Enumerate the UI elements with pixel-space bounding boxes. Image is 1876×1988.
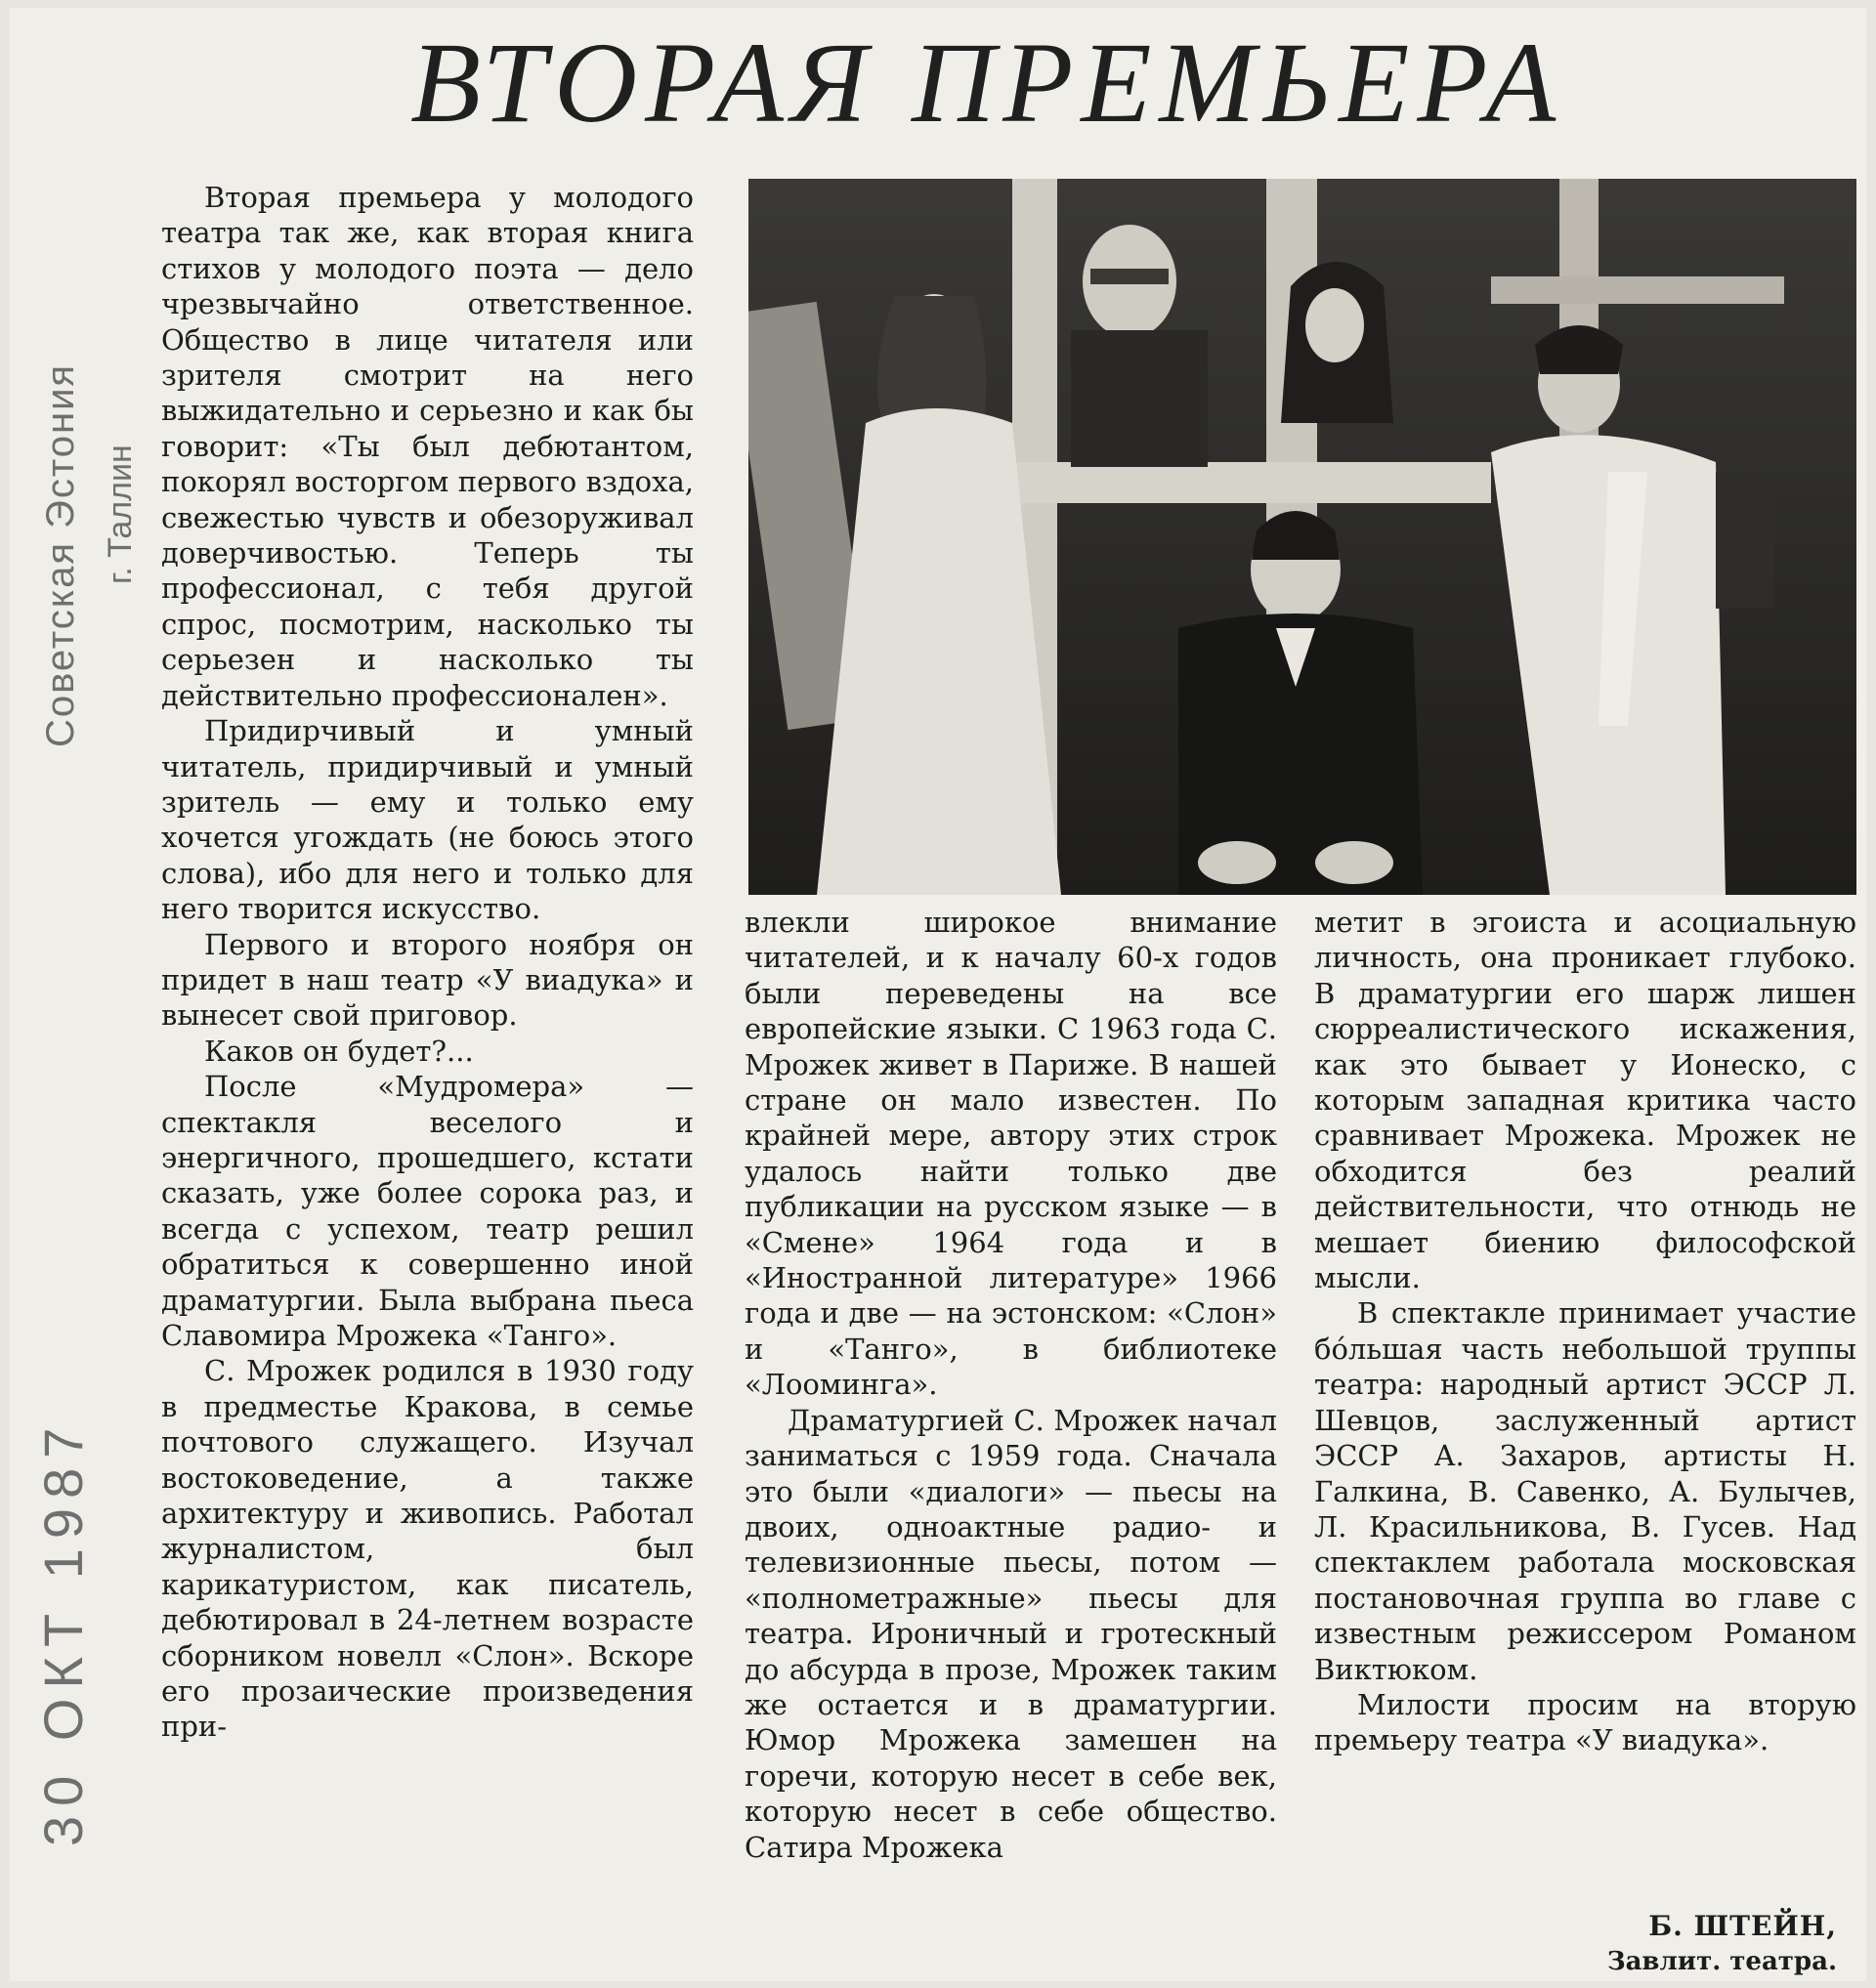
author-name: Б. ШТЕЙН, <box>1648 1910 1837 1942</box>
paragraph: Первого и второго ноября он придет в наш театр «У виадука» и вынесет свой приговор. <box>161 927 694 1033</box>
theatre-scene-icon <box>748 179 1856 895</box>
paragraph: Вторая премьера у молодого театра так же, как вторая книга стихов у молодого поэта — дело чрезвычайно ответственное. Общество в лице читателя или зрителя смотрит на него выжидательно и серьезно и как бы говорит: «Ты был дебютантом, покорял восторгом первого вздоха, свежестью чувств и обезоруживал доверчивостью. Теперь ты профессионал, с тебя другой спрос, посмотрим, насколько ты серьезен и насколько ты действительно профессионален». <box>161 181 694 712</box>
headline: ВТОРАЯ ПРЕМЬЕРА <box>410 19 1564 147</box>
paragraph: метит в эгоиста и асоциальную личность, она проникает глубоко. В драматургии его шарж лишен сюрреалистического искажения, как это бывает у Ионеско, с которым западная критика часто сравнивает Мрожека. Мрожек не обходится без реалий действительности, что отнюдь не мешает биению философской мысли. <box>1314 906 1856 1295</box>
paragraph: Каков он будет?... <box>204 1034 474 1068</box>
city-stamp: г. Таллин <box>102 444 139 584</box>
article-column-1 <box>161 180 694 1745</box>
paragraph: С. Мрожек родился в 1930 году в предместье Кракова, в семье почтового служащего. Изучал востоковедение, а также архитектуру и живопись. Работал журналистом, был карикатуристом, как писатель, дебютировал в 24-летнем возрасте сборником новелл «Слон». Вскоре его прозаические произведения при- <box>161 1354 694 1744</box>
date-stamp: 30 ОКТ 1987 <box>32 1417 94 1846</box>
author-role: Завлит. театра. <box>1606 1947 1837 1976</box>
paragraph: В спектакле принимает участие бо́льшая часть небольшой труппы театра: народный артист ЭССР Л. Шевцов, заслуженный артист ЭССР А. Захаров, артисты Н. Галкина, В. Савенко, А. Булычев, Л. Красильникова, В. Гусев. Над спектаклем работала московская постановочная группа во главе с известным режиссером Романом Виктюком. <box>1314 1296 1856 1686</box>
article-column-2 <box>745 905 1277 1865</box>
newspaper-name-stamp: Советская Эстония <box>39 362 82 747</box>
paragraph: Драматургией С. Мрожек начал заниматься с 1959 года. Сначала это были «диалоги» — пьесы на двоих, одноактные радио- и телевизионные пьесы, потом — «полнометражные» пьесы для театра. Ироничный и гротескный до абсурда в прозе, Мрожек таким же остается и в драматургии. Юмор Мрожека замешен на горечи, которую несет в себе век, которую несет в себе общество. Сатира Мрожека <box>745 1403 1277 1864</box>
paragraph: Милости просим на вторую премьеру театра «У виадука». <box>1314 1687 1856 1757</box>
paragraph: Придирчивый и умный читатель, придирчивый и умный зритель — ему и только ему хочется угождать (не боюсь этого слова), ибо для него и только для него творится искусство. <box>161 714 694 926</box>
paragraph: влекли широкое внимание читателей, и к началу 60-х годов были переведены на все европейские языки. С 1963 года С. Мрожек живет в Париже. В нашей стране он мало известен. По крайней мере, автору этих строк удалось найти только две публикации на русском языке — в «Смене» 1964 года и в «Иностранной литературе» 1966 года и две — на эстонском: «Слон» и «Танго», в библиотеке «Лооминга». <box>745 906 1277 1402</box>
article-column-3 <box>1314 905 1856 1758</box>
theatre-scene-photo <box>748 179 1856 895</box>
paragraph: После «Мудромера» — спектакля веселого и энергичного, прошедшего, кстати сказать, уже более сорока раз, и всегда с успехом, театр решил обратиться к совершенно иной драматургии. Была выбрана пьеса Славомира Мрожека «Танго». <box>161 1070 694 1352</box>
